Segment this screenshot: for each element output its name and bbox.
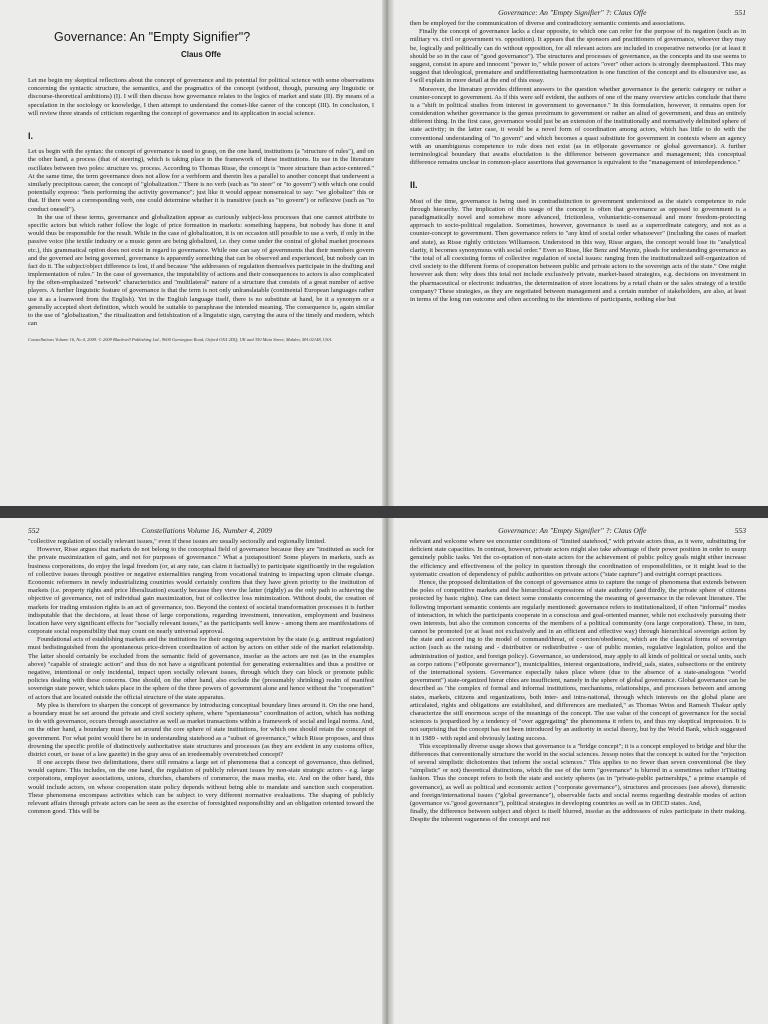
paragraph: Foundational acts of establishing markets and the institutions for their ongoing supervision by the state (e.g. antitrust regulation) must bedistinguished from the spontaneous price-driven coordination of action by actors on either side of the market relationship. The latter should certainly be excluded from the semantic field of governance, insofar as the actors are not (as in the examples above) "capable of strategic action" and thus do not have a significant potential for generating externalities and thus a positive or negative, intentional or only incidental, impact upon socially relevant issues, through which they can block or promote public policies dealing with these concerns. One should, on the other hand, also exclude the (presumably shrinking) realm of manifest sovereign state power, which takes place in the sphere of the three powers of government alone and hence without the "cooperation" of actors that are located outside the official structure of the state apparatus.: [28, 636, 374, 701]
bottom-spread: [0, 518, 768, 1024]
paragraph: then be employed for the communication of diverse and contradictory semantic contents and associations.: [410, 20, 686, 27]
page-551: [394, 0, 768, 506]
copyright-footnote: Constellations Volume 16, No 4, 2009. © 2009 Blackwell Publishing Ltd., 9600 Garsington Road, Oxford OX4 2DQ, UK and 350 Main Street, Malden, MA 02148, USA.: [28, 337, 333, 343]
running-head: [28, 526, 374, 538]
paragraph: Let us begin with the syntax: the concept of governance is used to grasp, on the one hand, institutions (a "structure of rules"), and on the other hand, a process (that of steering), which is taking place in the framework of these institutions. Its use in the literature oscillates between two poles: structure vs. process. According to Thomas Risse, the concept is "more structure than actor-centered." At the same time, the term governance does not allow for a verbform and therein lies a parallel to another concept that underwent a similarly precipitous career, the concept of "globalization." There is no verb (such as "to steer" or "to govern") with which one could potentially express: "heis performing the activity governance"; just like it would appear nonsensical to say: "we globalize" this or that. If there were a corresponding verb, one could determine whether it is transitive (such as "to govern") or reflexive (such as "to conduct oneself").: [28, 148, 374, 213]
page-552: [0, 518, 382, 1024]
running-head-text: Constellations Volume 16, Number 4, 2009: [141, 526, 272, 535]
page-gutter: [382, 518, 394, 1024]
running-head: [410, 8, 746, 20]
paragraph: This exceptionally diverse usage shows that governance is a "bridge concept"; it is a concept employed to bridge and blur the differences that conventionally structure the world in the social sciences. Jessop notes that the concept is suited for the "rejection of several simplistic dichotomies that inform the social sciences." This applies to no fewer than seven conventional (be they "simplistic" or not) theoretical distinctions, which the use of the term "governance" is blurred in a sometimes rather irTitating fashion. Thus the concept refers to both the state and society spheres (as in "private-public partnerships," a prime example of governance), as well as political and economic action ("corporate governance"), structures and processes (see above), domestic and foreign/international issues ("global governance"), observable facts and social norms regarding desirable modes of action (governance vs."good governance"), political strategies in developing countries as well as in OECD states. And,: [410, 742, 746, 807]
abstract-paragraph: Let me begin my skeptical reflections about the concept of governance and its potential for political science with some observations concerning the syntactic structure, the semantics, and the pragmatics of the concept (without, though, pursuing any linguistic or discourse-theoretical ambitions) (I). I will then discuss how governance relates to the logics of market and state (II). By means of a speculation in the sociology or knowledge, I then attempt to understand the comet-like career of the concept (III). In conclusion, I will review three strands of criticism regarding the concept of governance and its application in social science.: [28, 77, 374, 117]
article-body-left: [28, 77, 374, 343]
paragraph: Finally the concept of governance lacks a clear opposite, to which one can refer for the purpose of its negation (such as in military vs. civil or government vs. opposition). It appears that the sponsors and practitioners of governance, whoever they may be, logically and politically can do without opposition, for all relevant actors are included in cooperative networks (or at least it should be so in the case of "good governance"). The structures and processes of governance, as the concepts and its use seems to suggest, consist in apure and innocent "power to," while power of actors "over" other actors is strongly deemphasized. This may suggest that ideological, premature and undifferentiating harmonization is one function of the concept and its elisuursive use, as I will explain in more detail at the end of this essay.: [410, 28, 746, 85]
paragraph: In the use of these terms, governance and globalization appear as curiously subject-less processes that one cannot attribute to specific actors but which rather follow the logic of price formation in markets: something happens, but nobody has done it and would thus be responsible for the result. While in the case of globalization, it is on occasion still possible to use a verb, if only in the passive voice (the textile industry or a music genre are being globalized, i.e. they come under the contrai of global market processes etc.), this grammatical option does not exist in regard to governance. While one can say of governments that their members govern and the governed are being governed, governance is apparently something that can be observed and experienced, but nobody can in fact do it. The subject/object difference is lost, if and because "the addressees of regulation themselves participate in the drafting and implementation of rules." In the case of governance, the imputability of actions and their consequences to actors is also complicated by the often-emphasized "network" characteristics and "multilateral" nature of a structure that consists of a great number of active players. A further linguistic feature of governance is that the term is not only unlranslatable (continental European languages rather use it as a loanword from the English). Yet in the English language itself, there is no substitute at hand, be it a synonym or a generally accepted short definition, which would be suitable to paraphrase the intended meaning. The consequence is, again similar to the use of "globalization," the ritualization and fetishization of a linguistic sign, carrying the aura of the timely and modern, which can: [28, 213, 374, 328]
running-head-text: Governance: An "Empty Signifier" ?: Claus Offe: [498, 526, 647, 535]
paragraph: Hence, the proposed delimitation of the concept of governance aims to capture the range of phenomena that extends between the poles of competitive markets and the hierarchical expressions of state authority (and thirdly, the private sphere of citizens protected by basic rights). One can detect some constants concerning the meaning of governance in the relevant literature. The following important semantic contents are regularly mentioned: governance refers to institutionalized, if often "informal" modes of interaction, in which the participants cooperate in a conscious and goal-oriented manner, while not exclusively pursuing their own interests, but also the common concerns of the members of a political community (ora large corporation). These, in tum, cannot be promoted (or at least not exclusively and in an efficient and effective way) through hierarchical sovereign action by the state and accord ing to the model of command/threat, of coercion/obedience, which are the classical forms of sovereign action (such as the raising and - distributive or redistributive - use of public monies, regulative legislation, police and the administration of justice, and foreign policy). Governance, so understood, may apply to all kinds of political or social units, such as corpo rations ("e0lporate governance"), municipalities, interest organizations, individ_uals, states, subsections or the entirety of the international system. Governance especially takes place where (due to the absence of a state-analogous "world government") state-organized hierar chies are insufficient, namely in the sphere of global governance. Global governance can be described as "the complex of formal and informal institutions, mechanisms, relationships, and processes between and among states, markets, citizens and organizations, both inter- and intra-national, through which interests on the global plane are articulated, rights and obligations are established, and differences are mediated," as Thomas Weiss and Ramesh Thakur aptly characterize the still enormous scope of the meanings of the concept. The use value of the concept of governance for the social sciences is jeopardized by a tendency of "over aggregating" the phenomena it refers to, and thus my skeptical impression. It is not surprising that the concept has not been introduced by an authority in social theory, but by the World Bank, which suggested it in 1989 - with rapid and obviously lasting success.: [410, 578, 746, 742]
article-body-right: [410, 20, 746, 304]
paragraph: However, Risse argues that markets do not belong to the conceptual field of governance because they are "instituted as such for the private maximization of gain, and not for purposes of governance." What a juxtaposition! Some players in markets, such as business corporations, do enjoy the legal freedom (or, at any rate, can claim it factually) to participate significantly in the regulation of collective issues through positive or negative externalities ranging from vocational training to impacting upon climate change. Economic reformers in newly industrializing countries would certainly confirm that they have given priority to the institution of markets (i.e. property rights and price liberalization) exactly because they view the latter (rightly) as the only path to achieving the objective of governance, not of individual gain maximization, but of collective loss minimization. Without doubt, the creation of markets for trading emission rights is an act of governance, too. Beyond the context of societal transformation processes it is further indisputable that the decisions, at least those of large corporations, regarding investment, innovation, employment and business location have very significant effects for "socially relevant issues," as the participants well know - among them are manifestations of corporate social responsibility that may count on nearly universal approval.: [28, 546, 374, 636]
top-spread: [0, 0, 768, 506]
paragraph: Moreover, the literature provides different answers to the question whether governance is the generic category or rather a counter-concept to government. As if this were self evident, the authors of one of the many overview articles conclude that there is a "shift in political studies from interest in government to governance." In this formulation, however, it remains open for consideration whether governance is the genus proximum to government or rather an aliud of government, and thus an entirely different thing. In the first case, governance would just be an extension of the institutionally and normatively delimited sphere of state activity; in the latter case, it would be a novel form of coordination among actors, which has little to do with the conventional understanding of "to govern" and which becomes a quasi substitute for government in contexts where an agency with an unambiguous competence to rule does not exist (as in e0lporate governance or global governance). A further terminological boundary that awaits elucidation is the difference between governance and management; this conceptual difference remains unclear in common-place assertions that governance is equivalent to the "management of interdependence.": [410, 85, 746, 167]
page-number: 553: [734, 526, 746, 535]
article-author: Claus Offe: [180, 50, 221, 59]
page-number: 551: [734, 8, 746, 17]
page-opening-left: [0, 0, 382, 506]
page-number: 552: [28, 526, 40, 535]
paragraph: My plea is therefore to sharpen the concept of governance by introducing conceptual boundary lines around it. On the one hand, a boundary must be set around the private and civil society sphere, where "spontaneous" coordination of action, which has nothing to do with governance, occurs through associative as well as market transactions within a framework of social and legal norms. And, on the other hand, a boundary must be set around the core sphere of state institutions, for which one should retain the concept of government. For what point would there be in understanding statehood as a "subset of governance," which Risse proposes, and thus drowning the specific profile of distinctively authoritative state structures and processes (as they are evident in any customs office, district court, or issue of a law gazette) in the gray area of an irredeemably overstretched concept?: [28, 701, 374, 758]
article-body-552: [28, 538, 374, 816]
paragraph: If one accepts these two delimitations, there still remains a large set of phenomena that a concept of governance, thus defined, would capture. This includes, on the one hand, the regulation of publicly relevant issues by non-state strategic actors - e.g. large corporations, employer associations, unions, churches, chambers of commerce, the mass media, etc. And on the other hand, this would include actors, on whose cooperation state policy depends without being able to mandate and sanction such cooperation. These phenomena encompass activities which can be subject to very different normative evaluations. The shaping of publicly relevant affairs through private actors can be seen as the exercise of foresighted responsibility and an obligation oriented toward the common good. This will be: [28, 759, 374, 816]
running-head: [410, 526, 746, 538]
running-head-text: Governance: An "Empty Signifier" ?: Claus Offe: [498, 8, 647, 17]
section-heading-2: II.: [410, 180, 418, 191]
paragraph: "collective regulation of socially relevant issues," even if these issues are usually sectorally and regionally limited.: [28, 538, 326, 545]
article-body-553: [410, 538, 746, 825]
paragraph: relevant and welcome where we encounter conditions of "limited statehood," with private actors thus, as it were, substituting for deficient state capacities. In contrast, however, private actors might also take advantage of their power position in order to usurp genuinely public tasks. Yet the co-optation of non-state actors for the achievement of public policy goals might either increase the efficiency and effectiveness of the policy in question through the coordination of responsibilities, or it might lead to the systematic creation of dependency of public authorities on private actors ("state capture") and outright corrupt practices.: [410, 538, 746, 578]
paragraph: finally, the difference between subject and object is itself blurred, insofar as the addressees of rules participate in their making. Despite the inherent vagueness of the concept and not: [410, 808, 746, 824]
paragraph: Most of the time, governance is being used in contradistinction to government understood as the state's competence to rule through hierarchy. The implication of this usage of the concept is often that governance as opposed to government is a paradigmatically novel and somehow more advanced, frictionless, voluntaristic-consensual and more freedom-protecting approach to socio-political regulation. Sometimes, however, governance is used as a superordinate category, and not as a counter-concept to government. Then governance refers to "any kind of social order whatsoever" (including the cases of market and state), as Risse rightly criticizes Williamson. Understood in this way, Risse argues, the concept would lose its "analytical clarity, it becomes synonymous with social order." Even so Risse, like Benz and Mayntz, pleads for understanding governance as "the total of all coexisting forms of collective regulation of social issues: ranging from the institutionalized self-organization of civil society to the different forms of cooperation between public and private actors to the sovereign acts of the state." One might however ask then: why does this total not include exclusively private, market-based strategies, e.g. decisions on investment in the pharmaceutical or electronic industries, the determination of store locations by a retail chain or the sales strategy of a textile company? These strategies, as they are negotiated between management and a certain number of stakeholders, are also, at least in terms of the long run outcome and often according to the intentions of participants, nothing else but: [410, 197, 746, 303]
page-gutter: [382, 0, 394, 506]
page-553: [394, 518, 768, 1024]
section-heading-1: I.: [28, 130, 34, 141]
article-title: Governance: An "Empty Signifier"?: [54, 30, 251, 44]
